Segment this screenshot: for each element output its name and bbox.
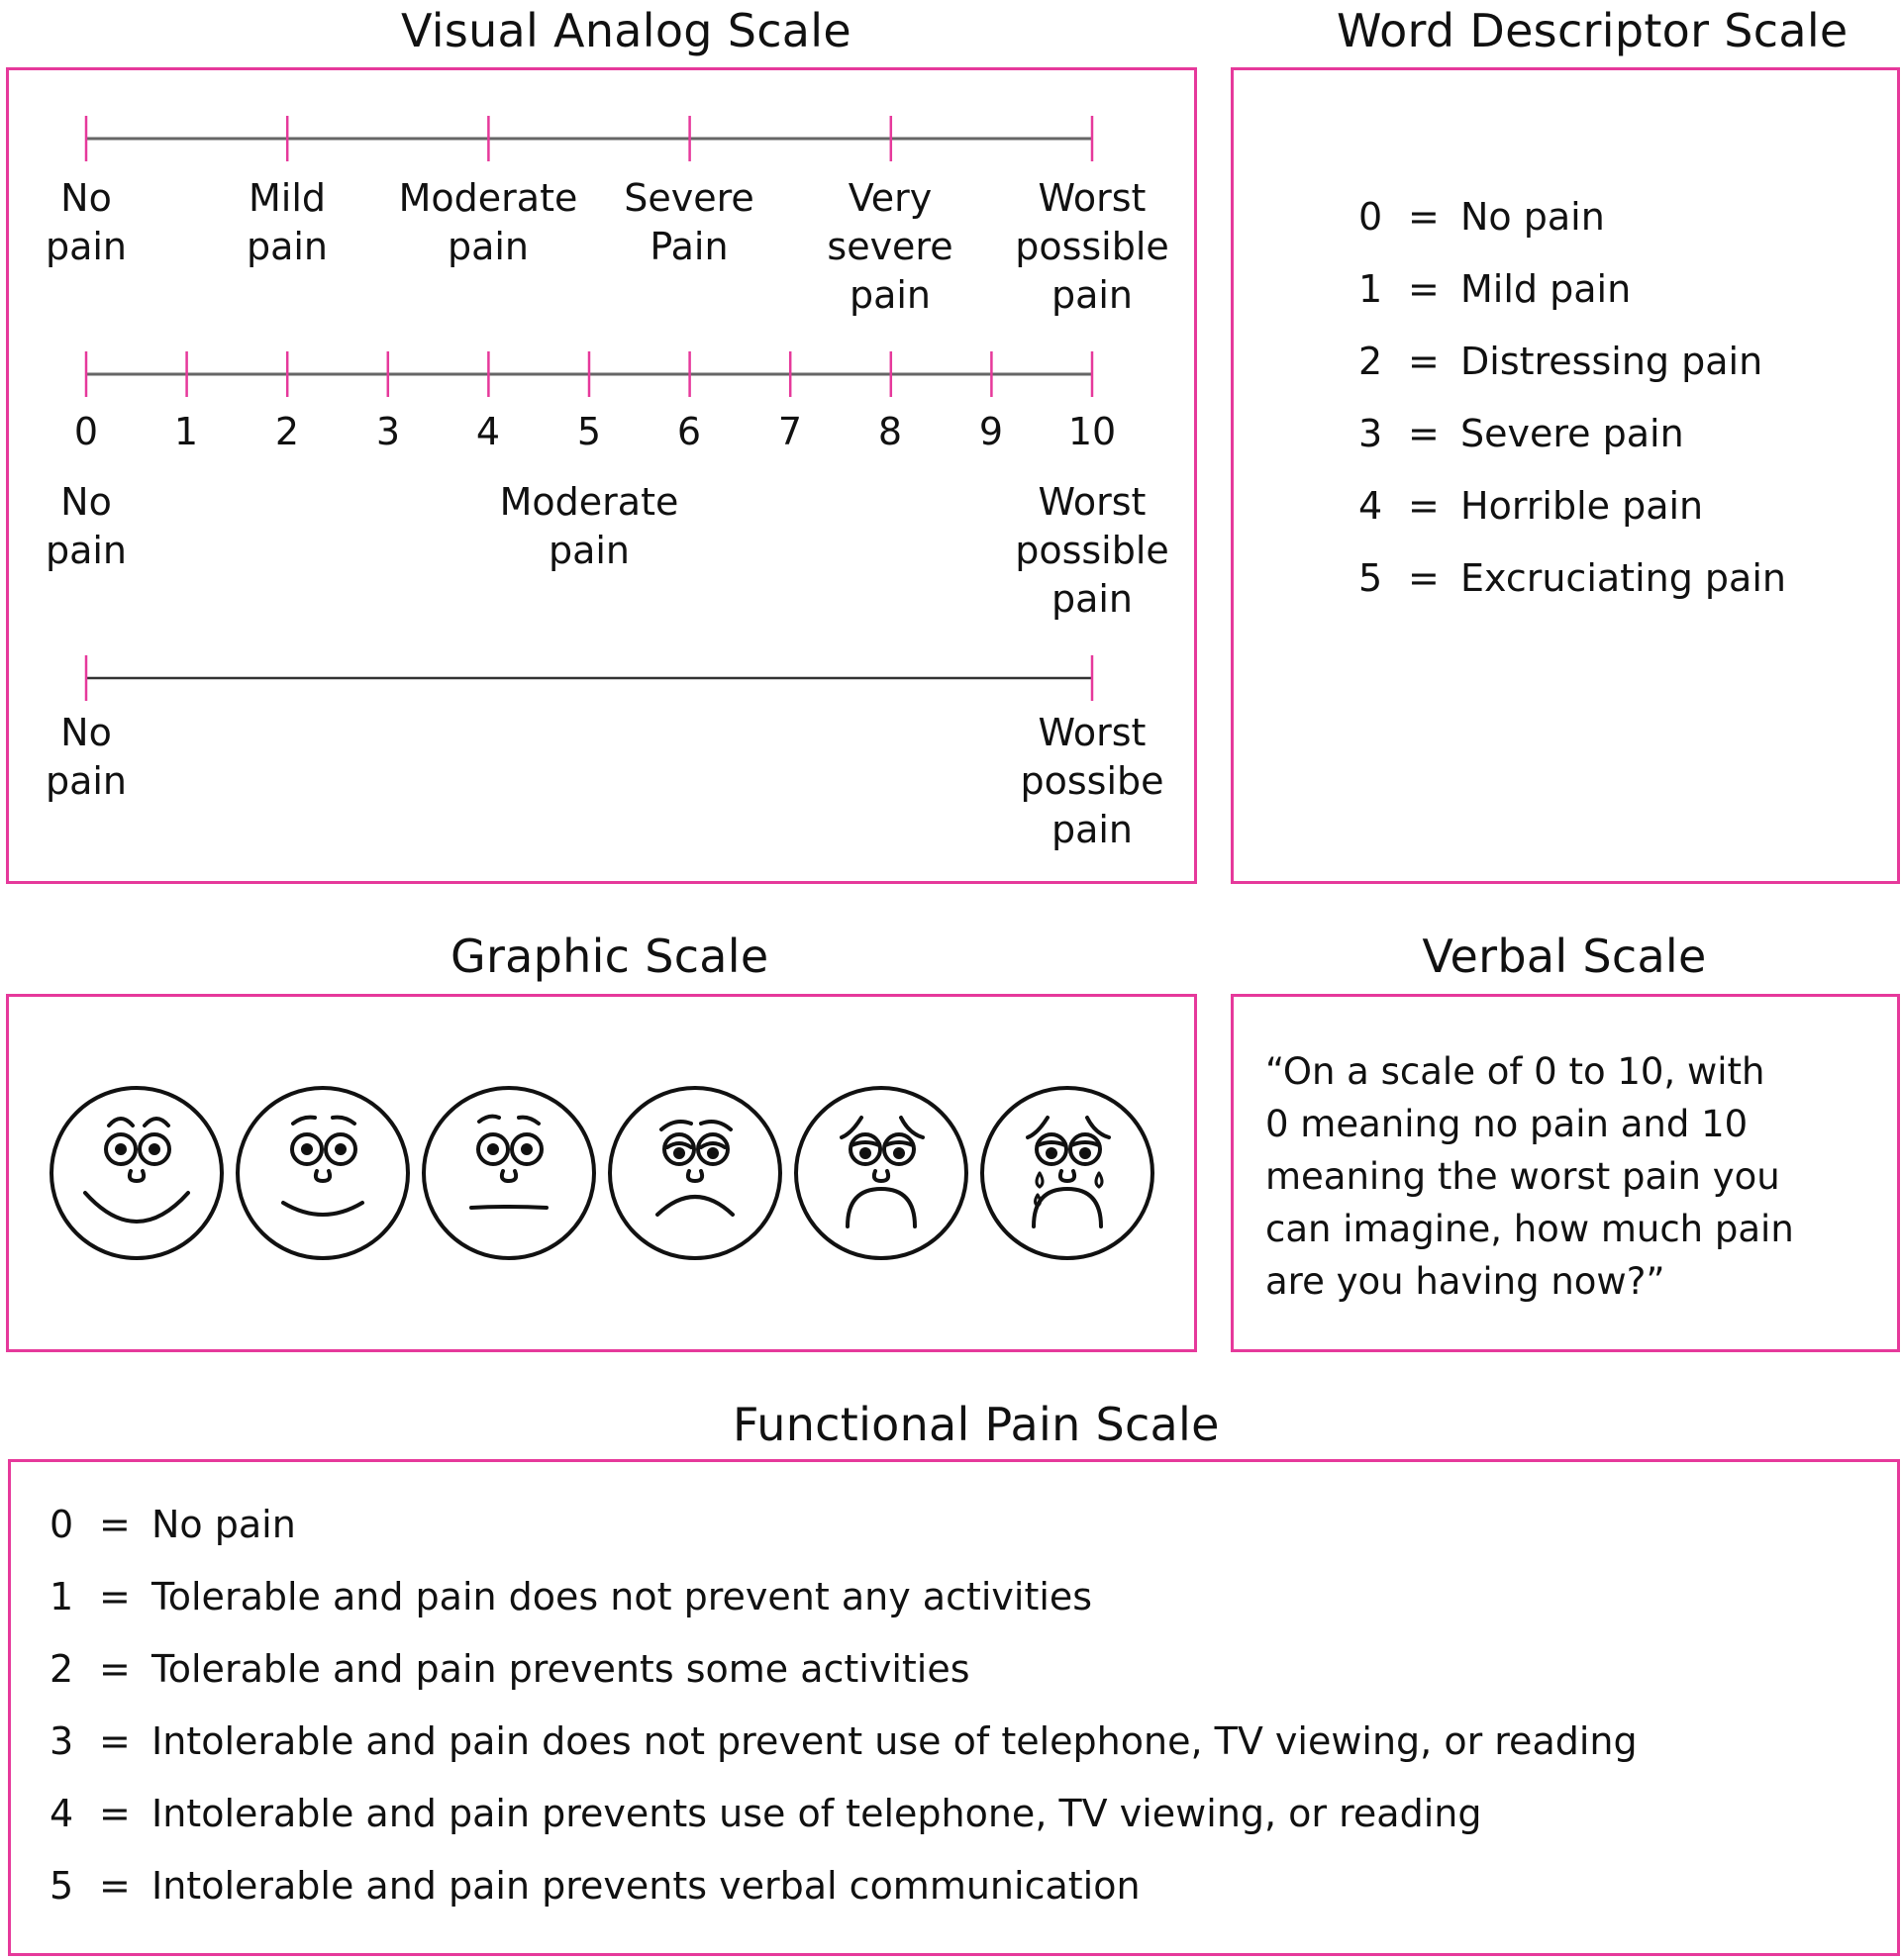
vas2-label-moderate-pain: Moderate pain [499, 480, 679, 572]
vas2-number: 9 [978, 410, 1004, 453]
word-descriptor-scale-title: Word Descriptor Scale [1337, 4, 1849, 57]
vas2-number: 10 [1067, 410, 1117, 453]
vas1-label-very-severe-pain: Very severe pain [827, 176, 953, 317]
sad-face-icon [610, 1088, 780, 1258]
vas2-label-worst-possible-pain: Worst possible pain [1015, 480, 1169, 621]
graphic-scale-title: Graphic Scale [450, 930, 769, 983]
vas1-label-no-pain: No pain [45, 176, 128, 268]
row-number: 1 [50, 1575, 74, 1618]
row-number: 2 [1358, 340, 1383, 383]
row-number: 4 [1358, 484, 1383, 528]
row-equals: = [99, 1503, 131, 1546]
row-number: 0 [50, 1503, 74, 1546]
vas2-number: 8 [877, 410, 903, 453]
vas2-label-no-pain: No pain [45, 480, 128, 572]
row-number: 0 [1358, 195, 1383, 239]
row-equals: = [99, 1719, 131, 1763]
vas2-number: 1 [173, 410, 199, 453]
row-text: Tolerable and pain prevents some activities [151, 1647, 970, 1691]
vas2-number: 3 [375, 410, 401, 453]
row-text: Severe pain [1460, 412, 1684, 455]
row-text: Intolerable and pain prevents use of telephone, TV viewing, or reading [151, 1792, 1482, 1835]
verbal-scale-question: “On a scale of 0 to 10, with 0 meaning no pain and 10 meaning the worst pain you can imagine, how much pain are you having now?” [1265, 1050, 1794, 1303]
row-text: No pain [151, 1503, 296, 1546]
visual-analog-scale-title: Visual Analog Scale [401, 4, 851, 57]
row-equals: = [99, 1575, 131, 1618]
happy-face-icon [238, 1088, 408, 1258]
vas2-number: 0 [73, 410, 99, 453]
row-equals: = [99, 1647, 131, 1691]
functional-pain-scale-title: Functional Pain Scale [733, 1398, 1220, 1451]
neutral-face-icon [424, 1088, 594, 1258]
row-equals: = [1408, 484, 1440, 528]
vas2-number: 5 [576, 410, 602, 453]
vas3-label-no-pain: No pain [45, 711, 128, 803]
row-number: 5 [1358, 556, 1383, 600]
row-equals: = [99, 1864, 131, 1908]
vas2-number: 2 [274, 410, 300, 453]
vas2-number: 6 [676, 410, 702, 453]
row-number: 1 [1358, 267, 1383, 311]
row-text: Tolerable and pain does not prevent any activities [151, 1575, 1093, 1618]
row-text: Intolerable and pain prevents verbal communication [151, 1864, 1141, 1908]
row-text: No pain [1460, 195, 1605, 239]
row-equals: = [1408, 340, 1440, 383]
row-text: Mild pain [1460, 267, 1632, 311]
row-equals: = [99, 1792, 131, 1835]
very-sad-face-icon [796, 1088, 966, 1258]
row-text: Horrible pain [1460, 484, 1704, 528]
row-number: 4 [50, 1792, 74, 1835]
vas1-label-severe-pain: Severe Pain [624, 176, 754, 268]
row-equals: = [1408, 195, 1440, 239]
row-number: 3 [50, 1719, 74, 1763]
vas2-number: 7 [777, 410, 803, 453]
row-equals: = [1408, 412, 1440, 455]
vas1-label-worst-possible-pain: Worst possible pain [1015, 176, 1169, 317]
verbal-scale-title: Verbal Scale [1422, 930, 1707, 983]
row-text: Intolerable and pain does not prevent use of telephone, TV viewing, or reading [151, 1719, 1638, 1763]
row-equals: = [1408, 556, 1440, 600]
row-equals: = [1408, 267, 1440, 311]
vas1-label-moderate-pain: Moderate pain [398, 176, 578, 268]
scale-line-3 [86, 655, 1092, 701]
vas1-label-mild-pain: Mild pain [246, 176, 329, 268]
crying-face-icon [982, 1088, 1152, 1258]
row-number: 3 [1358, 412, 1383, 455]
vas3-label-worst-possible-pain: Worst possibe pain [1020, 711, 1164, 851]
happiest-face-icon [51, 1088, 222, 1258]
row-text: Excruciating pain [1460, 556, 1786, 600]
row-number: 5 [50, 1864, 74, 1908]
vas2-number: 4 [475, 410, 501, 453]
row-number: 2 [50, 1647, 74, 1691]
row-text: Distressing pain [1460, 340, 1763, 383]
